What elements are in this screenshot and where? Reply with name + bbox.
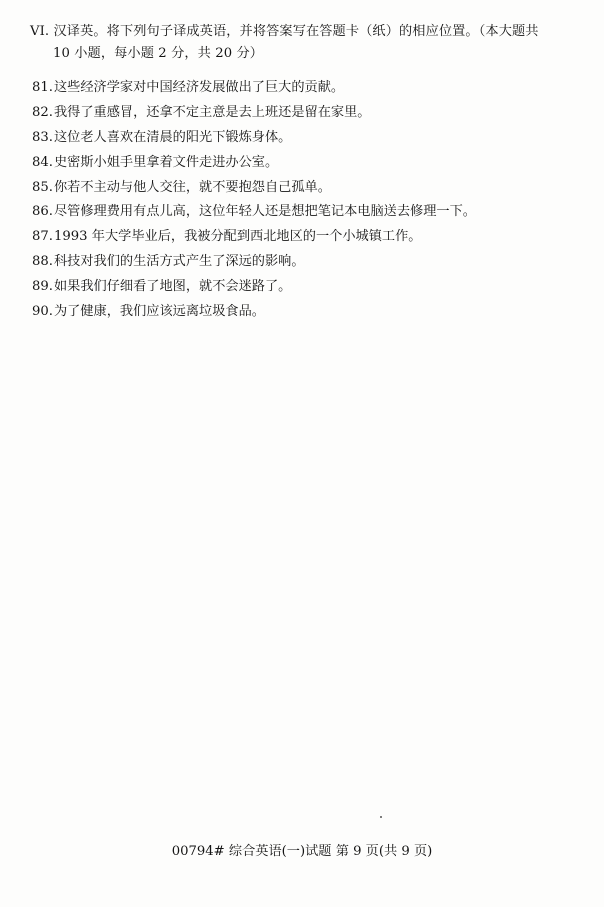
section-instruction-line-2: 10 小题，每小题 2 分，共 20 分） xyxy=(53,46,264,61)
question-item xyxy=(32,76,572,101)
question-text: 为了健康，我们应该远离垃圾食品。 xyxy=(54,304,265,320)
question-text: 科技对我们的生活方式产生了深远的影响。 xyxy=(54,254,305,270)
question-item xyxy=(32,101,572,126)
question-item xyxy=(32,275,572,300)
question-number: 81. xyxy=(32,80,53,95)
question-number: 86. xyxy=(32,204,53,220)
question-number: 87. xyxy=(32,229,53,245)
question-number: 82. xyxy=(32,104,53,120)
question-number: 83. xyxy=(32,129,53,145)
question-item xyxy=(32,300,572,325)
question-item xyxy=(32,126,572,151)
question-item xyxy=(32,200,572,225)
question-number: 88. xyxy=(32,254,53,270)
scan-speck xyxy=(380,816,382,818)
section-header xyxy=(30,21,578,65)
question-text: 这位老人喜欢在清晨的阳光下锻炼身体。 xyxy=(54,129,292,145)
question-text: 你若不主动与他人交往，就不要抱怨自己孤单。 xyxy=(54,179,331,195)
question-item xyxy=(32,176,572,201)
question-text: 史密斯小姐手里拿着文件走进办公室。 xyxy=(54,154,279,170)
section-instruction-line-1: VI. 汉译英。将下列句子译成英语，并将答案写在答题卡（纸）的相应位置。（本大题共 xyxy=(30,24,539,39)
question-text: 如果我们仔细看了地图，就不会迷路了。 xyxy=(54,279,292,295)
question-number: 89. xyxy=(32,279,53,295)
question-text: 这些经济学家对中国经济发展做出了巨大的贡献。 xyxy=(54,80,345,95)
question-number: 90. xyxy=(32,304,53,320)
question-number: 85. xyxy=(32,179,53,195)
question-item xyxy=(32,250,572,275)
question-text: 1993 年大学毕业后，我被分配到西北地区的一个小城镇工作。 xyxy=(54,229,422,245)
page-footer: 00794# 综合英语(一)试题 第 9 页(共 9 页) xyxy=(171,844,433,859)
question-list xyxy=(32,76,572,325)
question-item xyxy=(32,151,572,176)
question-text: 我得了重感冒，还拿不定主意是去上班还是留在家里。 xyxy=(54,104,371,120)
question-text: 尽管修理费用有点儿高，这位年轻人还是想把笔记本电脑送去修理一下。 xyxy=(54,204,476,220)
question-item xyxy=(32,225,572,250)
question-number: 84. xyxy=(32,154,53,170)
